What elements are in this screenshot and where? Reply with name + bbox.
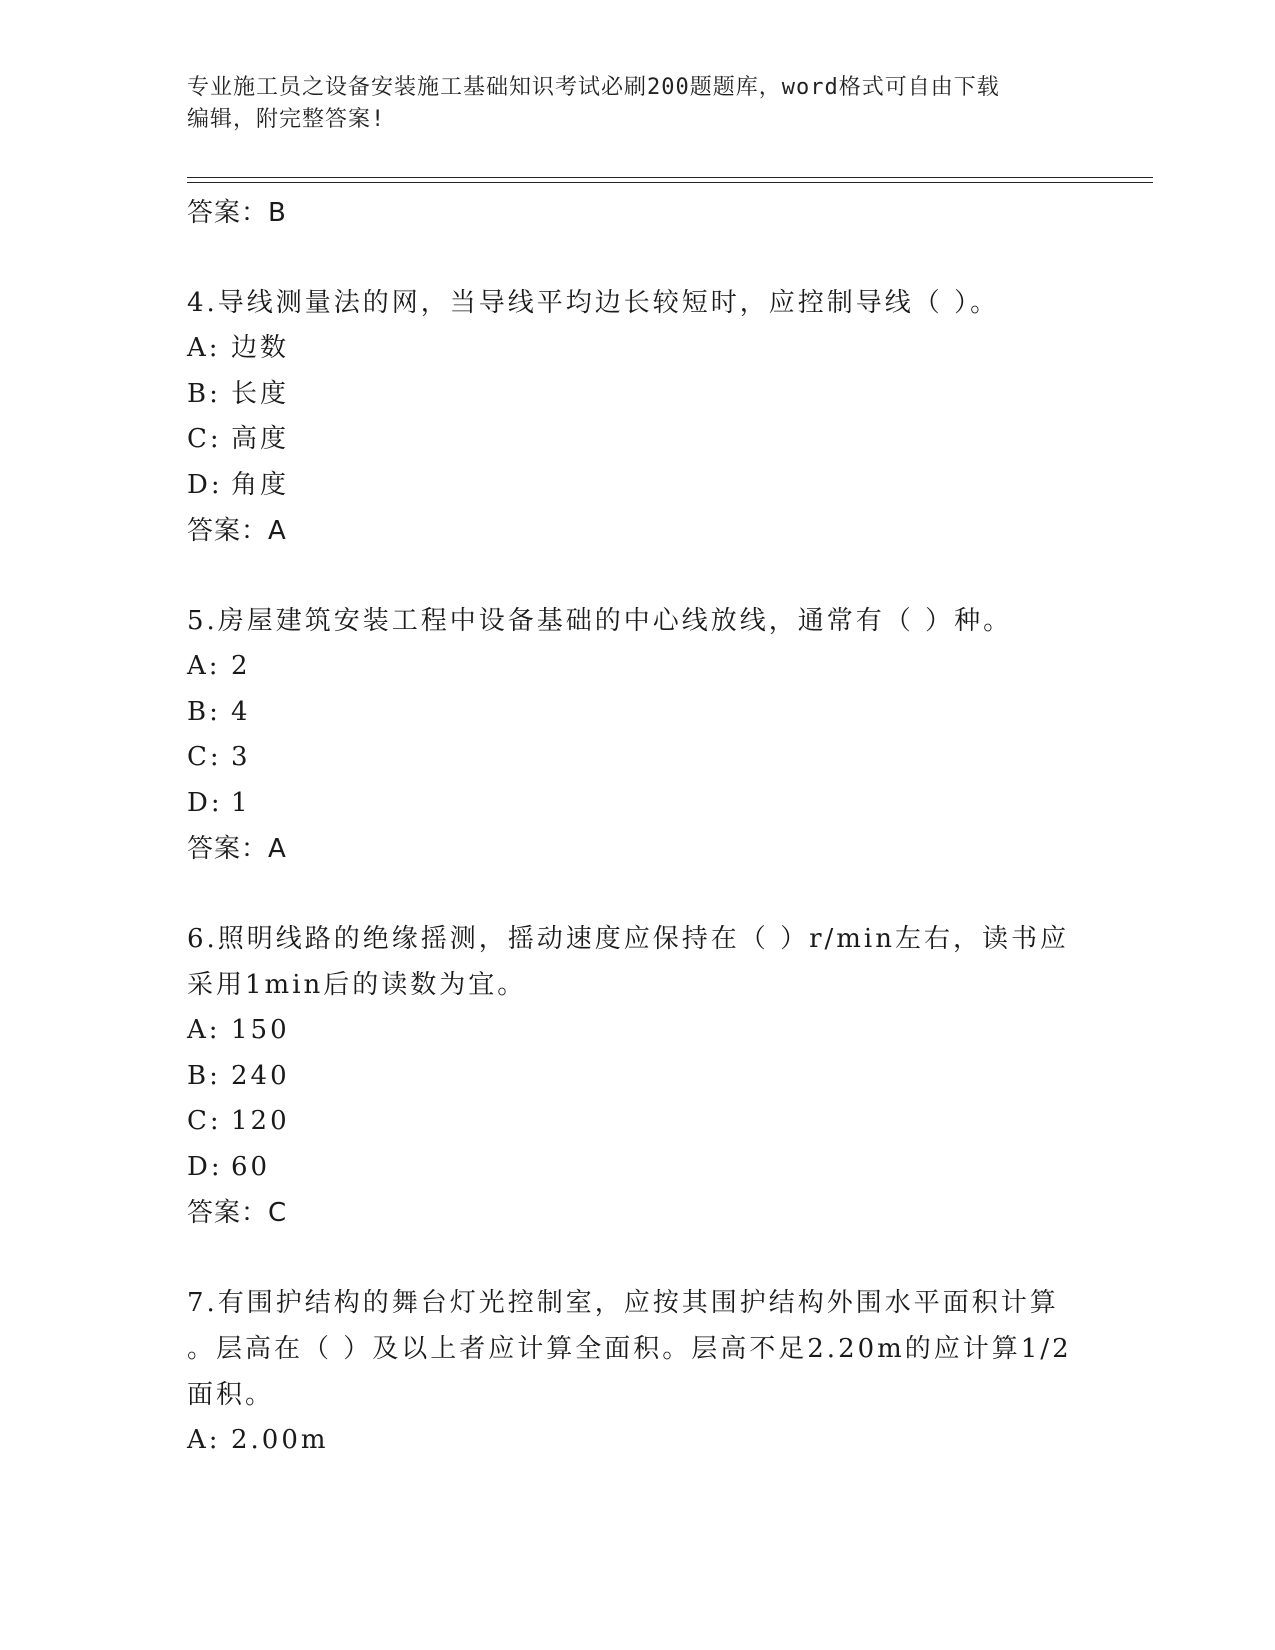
option-b <box>187 1054 1087 1100</box>
header-divider-bottom <box>187 182 1153 183</box>
option-b <box>187 372 1087 418</box>
option-letter: A: <box>187 1425 221 1455</box>
option-letter: C: <box>187 1106 222 1136</box>
answer-label: 答案：A <box>187 516 287 546</box>
option-d <box>187 463 1087 509</box>
option-text: 1 <box>231 787 251 818</box>
option-text: 4 <box>231 696 251 727</box>
option-text: 角度 <box>231 469 290 500</box>
option-text: 边数 <box>231 333 290 363</box>
option-text: 长度 <box>231 378 290 409</box>
question-list <box>187 190 1087 1464</box>
question-text: 5.房屋建筑安装工程中设备基础的中心线放线，通常有（ ）种。 <box>187 606 1013 636</box>
option-letter: B: <box>187 1060 221 1091</box>
previous-answer: 答案：B <box>187 198 287 228</box>
question-7 <box>187 1280 1087 1464</box>
spacer <box>187 236 1087 280</box>
option-text: 150 <box>231 1015 290 1045</box>
question-text-line-3: 面积。 <box>187 1380 275 1410</box>
option-letter: C: <box>187 742 222 772</box>
option-a <box>187 1008 1087 1054</box>
option-c <box>187 735 1087 781</box>
option-letter: A: <box>187 333 221 363</box>
question-text-line-2: 采用1min后的读数为宜。 <box>187 970 527 1000</box>
option-letter: B: <box>187 378 221 409</box>
question-5 <box>187 598 1087 872</box>
answer-label: 答案：A <box>187 834 287 864</box>
option-letter: D: <box>187 787 223 818</box>
option-text: 240 <box>231 1060 290 1091</box>
option-a <box>187 326 1087 372</box>
option-c <box>187 417 1087 463</box>
option-text: 3 <box>231 742 251 772</box>
spacer <box>187 554 1087 598</box>
question-text-line-1: 7.有围护结构的舞台灯光控制室，应按其围护结构外围水平面积计算 <box>187 1288 1059 1318</box>
document-header <box>187 72 1067 136</box>
question-4 <box>187 280 1087 554</box>
question-6 <box>187 916 1087 1236</box>
option-a <box>187 644 1087 690</box>
option-text: 2 <box>231 651 251 681</box>
option-letter: B: <box>187 696 221 727</box>
header-divider-top <box>187 177 1153 178</box>
option-text: 60 <box>231 1151 271 1182</box>
option-letter: A: <box>187 651 221 681</box>
option-text: 120 <box>231 1106 290 1136</box>
option-letter: A: <box>187 1015 221 1045</box>
option-letter: D: <box>187 1151 223 1182</box>
question-text: 4.导线测量法的网，当导线平均边长较短时，应控制导线（ ）。 <box>187 288 1000 318</box>
spacer <box>187 872 1087 916</box>
option-d <box>187 1145 1087 1191</box>
question-text-line-1: 6.照明线路的绝缘摇测，摇动速度应保持在（ ）r/min左右，读书应 <box>187 924 1069 954</box>
answer-label: 答案：C <box>187 1198 288 1228</box>
option-a <box>187 1418 1087 1464</box>
option-letter: D: <box>187 469 223 500</box>
option-letter: C: <box>187 424 222 454</box>
header-line-2: 编辑，附完整答案! <box>187 107 386 132</box>
option-d <box>187 781 1087 827</box>
header-line-1: 专业施工员之设备安装施工基础知识考试必刷200题题库，word格式可自由下载 <box>187 75 1000 100</box>
option-text: 高度 <box>231 424 290 454</box>
option-text: 2.00m <box>231 1425 329 1455</box>
spacer <box>187 1236 1087 1280</box>
option-c <box>187 1099 1087 1145</box>
option-b <box>187 690 1087 736</box>
question-text-line-2: 。层高在（ ）及以上者应计算全面积。层高不足2.20m的应计算1/2 <box>187 1334 1072 1364</box>
